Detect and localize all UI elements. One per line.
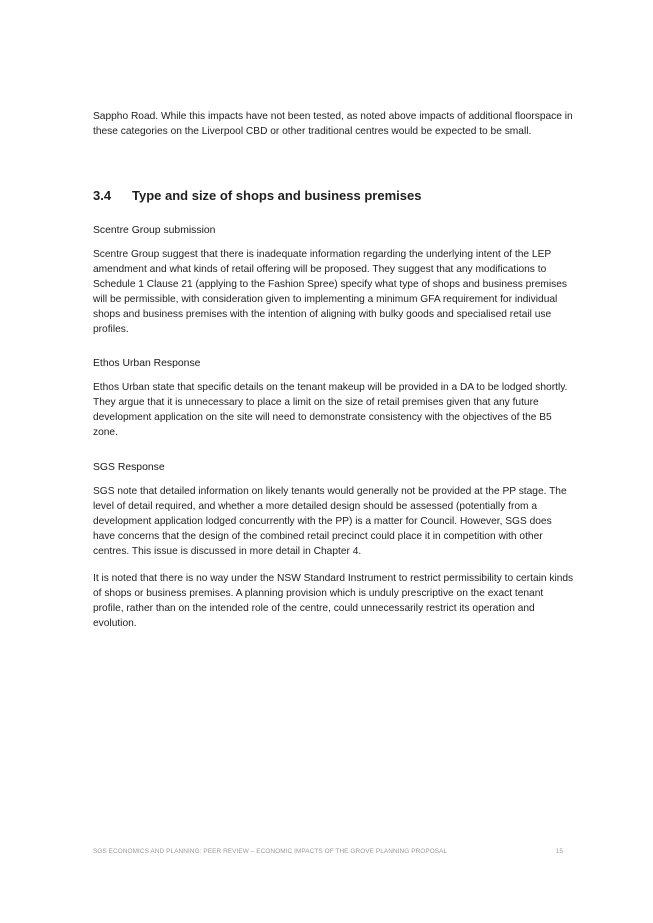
footer-text: SGS ECONOMICS AND PLANNING: PEER REVIEW – ECONOMIC IMPACTS OF THE GROVE PLANNING PROPOSAL	[93, 848, 448, 855]
subheading-ethos-urban: Ethos Urban Response	[93, 358, 201, 369]
page-footer	[93, 848, 563, 855]
paragraph: Ethos Urban state that specific details on the tenant makeup will be provided in a DA to be lodged shortly. They argue that it is unnecessary to place a limit on the size of retail premises given that any future development application on the site will need to demonstrate consistency with the objectives of the B5 zone.	[93, 382, 568, 438]
paragraph: SGS note that detailed information on likely tenants would generally not be provided at the PP stage. The level of detail required, and whether a more detailed design should be assessed (potentially from a development application lodged concurrently with the PP) is a matter for Council. However, SGS does have concerns that the design of the combined retail precinct could place it in competition with other centres. This issue is discussed in more detail in Chapter 4.	[93, 486, 567, 557]
ethos-urban-paragraph-block	[93, 380, 575, 440]
section-heading	[93, 188, 421, 203]
subheading-scentre-group: Scentre Group submission	[93, 225, 216, 236]
paragraph: It is noted that there is no way under the NSW Standard Instrument to restrict permissibility to certain kinds of shops or business premises. A planning provision which is unduly prescriptive on the exact tenant profile, rather than on the intended role of the centre, could unnecessarily restrict its operation and evolution.	[93, 573, 574, 629]
intro-paragraph: Sappho Road. While this impacts have not been tested, as noted above impacts of additional floorspace in these categories on the Liverpool CBD or other traditional centres would be expected to be small.	[93, 111, 573, 137]
subheading-sgs-response: SGS Response	[93, 462, 165, 473]
sgs-response-paragraph-block-2	[93, 571, 575, 631]
page-number: 15	[555, 848, 563, 855]
paragraph: Scentre Group suggest that there is inadequate information regarding the underlying intent of the LEP amendment and what kinds of retail offering will be proposed. They suggest that any modifications to Schedule 1 Clause 21 (applying to the Fashion Spree) specify what type of shops and business premises will be permissible, with consideration given to implementing a minimum GFA requirement for individual shops and business premises with the intention of aligning with bulky goods and specialised retail use profiles.	[93, 249, 567, 335]
sgs-response-paragraph-block-1	[93, 484, 575, 559]
intro-paragraph-block	[93, 109, 575, 139]
section-title: Type and size of shops and business premises	[132, 188, 422, 203]
scentre-group-paragraph-block	[93, 247, 575, 337]
section-number: 3.4	[93, 188, 112, 203]
